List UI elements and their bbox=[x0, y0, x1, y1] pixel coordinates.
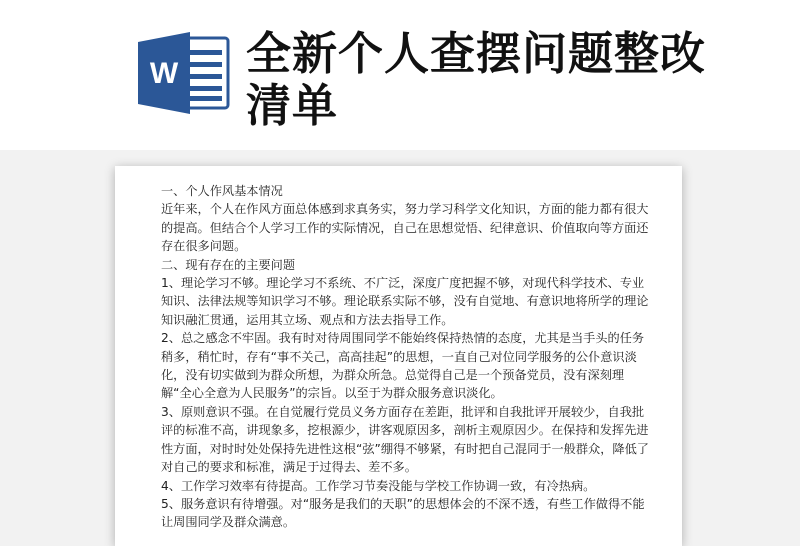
page-title: 全新个人查摆问题整改清单 bbox=[246, 27, 707, 132]
word-doc-icon bbox=[138, 32, 230, 114]
paragraph-intro: 近年来，个人在作风方面总体感到求真务实，努力学习科学文化知识，方面的能力都有很大的提高。但结合个人学习工作的实际情况，自己在思想觉悟、纪律意识、价值取向等方面还存在很多问题。 bbox=[161, 202, 649, 254]
paragraph-item-4: 4、工作学习效率有待提高。工作学习节奏没能与学校工作协调一致，有冷热病。 bbox=[161, 478, 596, 493]
paragraph-item-3: 3、原则意识不强。在自觉履行党员义务方面存在差距，批评和自我批评开展较少，自我批评的标准不高，讲现象多，挖根源少，讲客观原因多，剖析主观原因少。在保持和发挥先进性方面，对时时处处保持先进性这根“弦”绷得不够紧，有时把自己混同于一般群众，降低了对自己的要求和标准，满足于过得去、差不多。 bbox=[161, 404, 649, 475]
paragraph-item-1: 1、理论学习不够。理论学习不系统、不广泛，深度广度把握不够，对现代科学技术、专业知识、法律法规等知识学习不够。理论联系实际不够，没有自觉地、有意识地将所学的理论知识融汇贯通，运用其立场、观点和方法去指导工作。 bbox=[161, 276, 649, 327]
document-body bbox=[161, 182, 651, 532]
section-heading-2: 二、现有存在的主要问题 bbox=[161, 257, 296, 272]
header-banner bbox=[0, 0, 800, 150]
section-heading-1: 一、个人作风基本情况 bbox=[161, 184, 283, 198]
paragraph-item-2: 2、总之感念不牢固。我有时对待周围同学不能始终保持热情的态度，尤其是当手头的任务稍多，稍忙时，存有“事不关己，高高挂起”的思想，一直自己对位同学服务的公仆意识淡化，没有切实做到为群众所想，为群众所急。总觉得自己是一个预备党员，没有深刻理解“全心全意为人民服务”的宗旨。以至于为群众服务意识淡化。 bbox=[161, 331, 645, 401]
paragraph-item-5: 5、服务意识有待增强。对“服务是我们的天职”的思想体会的不深不透，有些工作做得不能让周围同学及群众满意。 bbox=[161, 496, 645, 530]
icon-letter: W bbox=[149, 57, 179, 90]
document-page bbox=[115, 166, 682, 546]
